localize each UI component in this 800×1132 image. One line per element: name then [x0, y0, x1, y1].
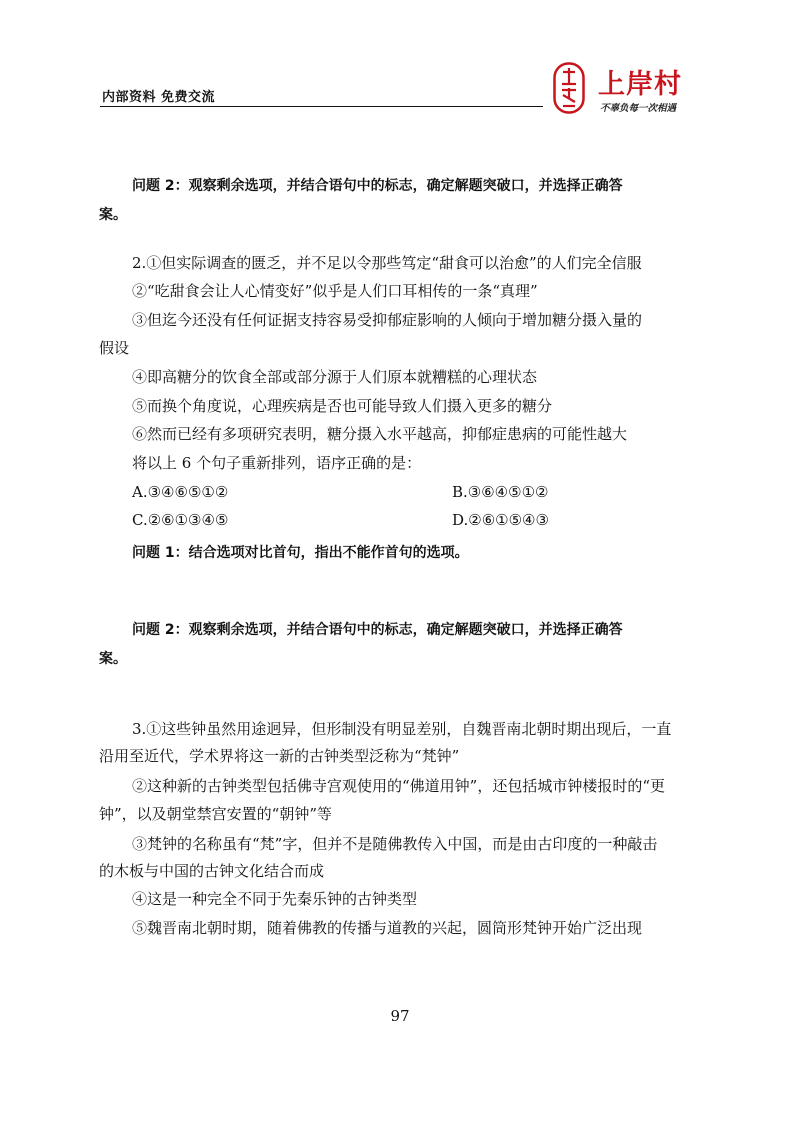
q3-sentence-2-line1: ②这种新的古钟类型包括佛寺宫观使用的“佛道用钟”，还包括城市钟楼报时的“更 [132, 777, 666, 795]
header-label: 内部资料 免费交流 [102, 90, 216, 105]
q2-option-a: A.③④⑥⑤①② [132, 483, 229, 501]
hint-step2b-line2: 案。 [99, 651, 127, 667]
page-number: 97 [390, 1007, 410, 1025]
q2-option-b: B.③⑥④⑤①② [452, 483, 549, 501]
q2-option-c: C.②⑥①③④⑤ [132, 511, 229, 529]
q2-sentence-3-line2: 假设 [99, 339, 130, 357]
q3-sentence-3-line2: 的木板与中国的古钟文化结合而成 [99, 862, 325, 880]
hint-step1: 问题 1：结合选项对比首句，指出不能作首句的选项。 [132, 545, 469, 561]
hint-step2-line2: 案。 [99, 207, 127, 223]
hint-step2b-line1: 问题 2：观察剩余选项，并结合语句中的标志，确定解题突破口，并选择正确答 [132, 622, 623, 638]
header-divider [100, 106, 543, 107]
logo-seal-icon [553, 62, 585, 114]
hint-step2-line1: 问题 2：观察剩余选项，并结合语句中的标志，确定解题突破口，并选择正确答 [132, 178, 623, 194]
q2-sentence-5: ⑤而换个角度说，心理疾病是否也可能导致人们摄入更多的糖分 [132, 397, 553, 415]
q2-option-d: D.②⑥①⑤④③ [452, 511, 549, 529]
q2-sentence-1: 2.①但实际调查的匮乏，并不足以令那些笃定“甜食可以治愈”的人们完全信服 [132, 254, 642, 272]
q2-sentence-3-line1: ③但迄今还没有任何证据支持容易受抑郁症影响的人倾向于增加糖分摄入量的 [132, 311, 643, 329]
q2-sentence-2: ②“吃甜食会让人心情变好”似乎是人们口耳相传的一条“真理” [132, 282, 538, 300]
logo-slogan: 不辜负每一次相遇 [600, 103, 677, 114]
q2-sentence-4: ④即高糖分的饮食全部或部分源于人们原本就糟糕的心理状态 [132, 368, 538, 386]
q2-sentence-6: ⑥然而已经有多项研究表明，糖分摄入水平越高，抑郁症患病的可能性越大 [132, 425, 628, 443]
q3-sentence-1-line1: 3.①这些钟虽然用途迥异，但形制没有明显差别，自魏晋南北朝时期出现后，一直 [132, 720, 672, 738]
q3-sentence-1-line2: 沿用至近代，学术界将这一新的古钟类型泛称为“梵钟” [99, 747, 460, 765]
logo-name: 上岸村 [598, 69, 682, 100]
q3-sentence-5: ⑤魏晋南北朝时期，随着佛教的传播与道教的兴起，圆筒形梵钟开始广泛出现 [132, 919, 643, 937]
q2-prompt: 将以上 6 个句子重新排列，语序正确的是： [132, 454, 422, 472]
q3-sentence-4: ④这是一种完全不同于先秦乐钟的古钟类型 [132, 890, 418, 908]
q3-sentence-3-line1: ③梵钟的名称虽有“梵”字，但并不是随佛教传入中国，而是由古印度的一种敲击 [132, 835, 658, 853]
q3-sentence-2-line2: 钟”，以及朝堂禁宫安置的“朝钟”等 [99, 805, 333, 823]
